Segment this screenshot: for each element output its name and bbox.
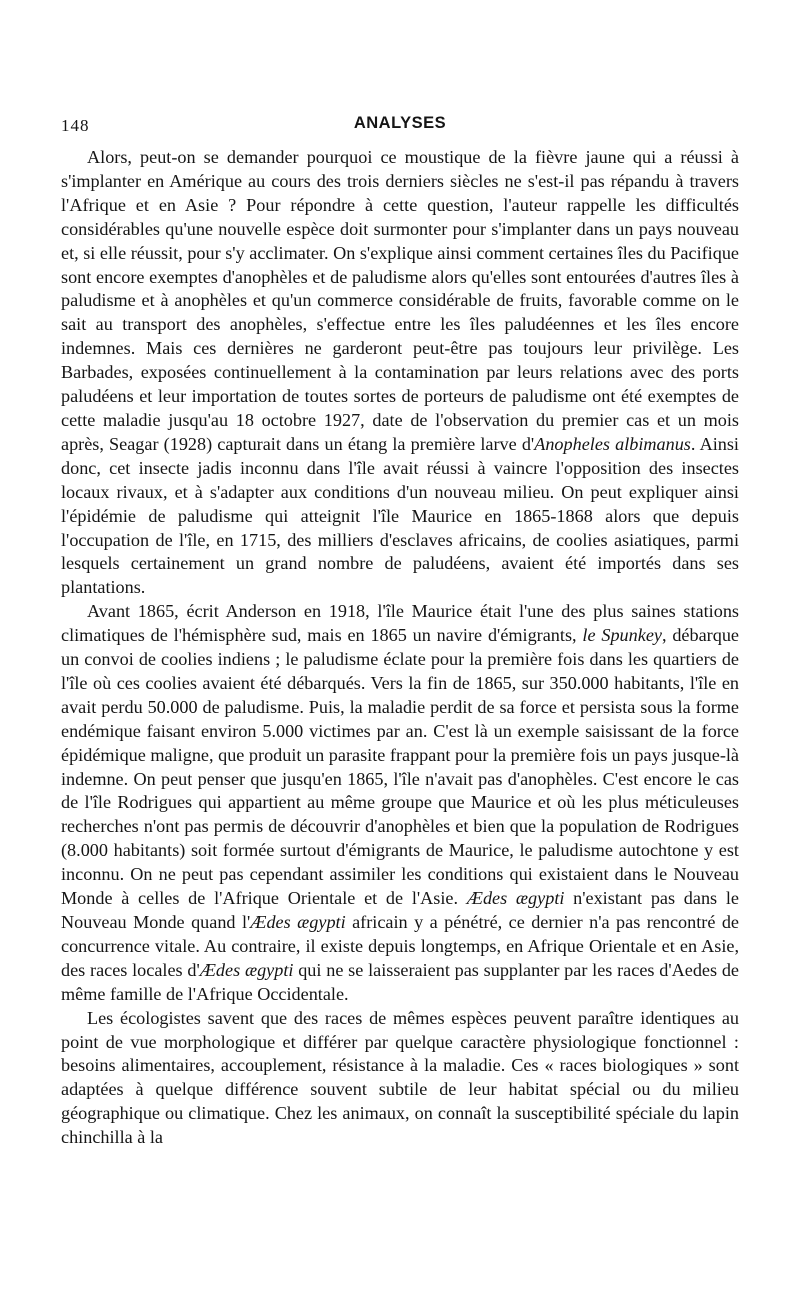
paragraph [61, 1007, 739, 1150]
body-text [61, 146, 739, 1150]
text-run: Les écologistes savent que des races de mêmes espèces peuvent paraître identiques au point de vue morphologique et différer par quelque caractère physiologique fonctionnel : besoins alimentaires, accouplement, résistance à la maladie. Ces « races biologiques » sont adaptées à quelque différence souvent subtile de leur habitat spécial ou du milieu géographique ou climatique. Chez les animaux, on connaît la susceptibilité spéciale du lapin chinchilla à la [61, 1007, 739, 1148]
section-title: ANALYSES [353, 114, 447, 132]
paragraph [61, 600, 739, 1006]
text-run: Alors, peut-on se demander pourquoi ce moustique de la fièvre jaune qui a réussi à s'implanter en Amérique au cours des trois derniers siècles ne s'est-il pas répandu à travers l'Afrique et en Asie ? Pour répondre à cette question, l'auteur rappelle les difficultés considérables qu'une nouvelle espèce doit surmonter pour s'implanter dans un pays nouveau et, si elle réussit, pour s'y acclimater. On s'explique ainsi comment certaines îles du Pacifique sont encore exemptes d'anophèles et de paludisme alors qu'elles sont entourées d'autres îles à paludisme et à anophèles et qu'un commerce considérable de fruits, favorable comme on le sait au transport des anophèles, s'effectue entre les îles paludéennes et les îles encore indemnes. Mais ces dernières ne garderont peut-être pas toujours leur privilège. Les Barbades, exposées continuellement à la contamination par leurs relations avec des ports paludéens et leur importation de toutes sortes de porteurs de paludisme ont été exemptes de cette maladie jusqu'au 18 octobre 1927, date de l'observation du premier cas et un mois après, Seagar (1928) capturait dans un étang la première larve d' [61, 147, 739, 454]
text-run: Avant 1865, écrit Anderson en 1918, l'île Maurice était l'une des plus saines stations climatiques de l'hémisphère sud, mais en 1865 un navire d'émigrants, [61, 601, 739, 646]
text-run: africain y a pénétré, ce dernier n'a pas rencontré de concurrence vitale. Au contraire, il existe depuis longtemps, en Afrique Orientale et en Asie, des races locales d' [61, 912, 739, 980]
running-head [61, 112, 739, 138]
italic-term: le Spunkey [582, 625, 662, 646]
italic-term: Ædes ægypti [199, 959, 294, 980]
text-run: . Ainsi donc, cet insecte jadis inconnu dans l'île avait réussi à vaincre l'opposition des insectes locaux rivaux, et à s'adapter aux conditions d'un nouveau milieu. On peut expliquer ainsi l'épidémie de paludisme qui atteignit l'île Maurice en 1865-1868 alors que depuis l'occupation de l'île, en 1715, des milliers d'esclaves africains, de coolies asiatiques, parmi lesquels certainement un grand nombre de paludéens, avaient été importés dans ses plantations. [61, 433, 739, 598]
document-page [61, 112, 739, 1150]
text-run: qui ne se laisseraient pas supplanter par les races d'Aedes de même famille de l'Afrique Occidentale. [61, 959, 739, 1004]
text-run: n'existant pas dans le Nouveau Monde quand l' [61, 888, 739, 932]
text-run: , débarque un convoi de coolies indiens ; le paludisme éclate pour la première fois dans les quartiers de l'île où ces coolies avaient été débarqués. Vers la fin de 1865, sur 350.000 habitants, l'île en avait perdu 50.000 de paludisme. Puis, la maladie perdit de sa force et persista sous la forme endémique faisant environ 5.000 victimes par an. C'est là un exemple saisissant de la force épidémique maligne, que produit un parasite frappant pour la première fois un pays jusque-là indemne. On peut penser que jusqu'en 1865, l'île n'avait pas d'anophèles. C'est encore le cas de l'île Rodrigues qui appartient au même groupe que Maurice et où les plus méticuleuses recherches n'ont pas permis de découvrir d'anophèles et bien que la population de Rodrigues (8.000 habitants) soit formée surtout d'émigrants de Maurice, le paludisme autochtone y est inconnu. On ne peut pas cependant assimiler les conditions qui existaient dans le Nouveau Monde à celles de l'Afrique Orientale et de l'Asie. [61, 625, 739, 909]
italic-term: Ædes ægypti [466, 888, 565, 909]
italic-term: Ædes ægypti [250, 912, 346, 932]
paragraph [61, 146, 739, 600]
italic-term: Anopheles albimanus [534, 433, 691, 454]
page-number: 148 [61, 116, 90, 135]
